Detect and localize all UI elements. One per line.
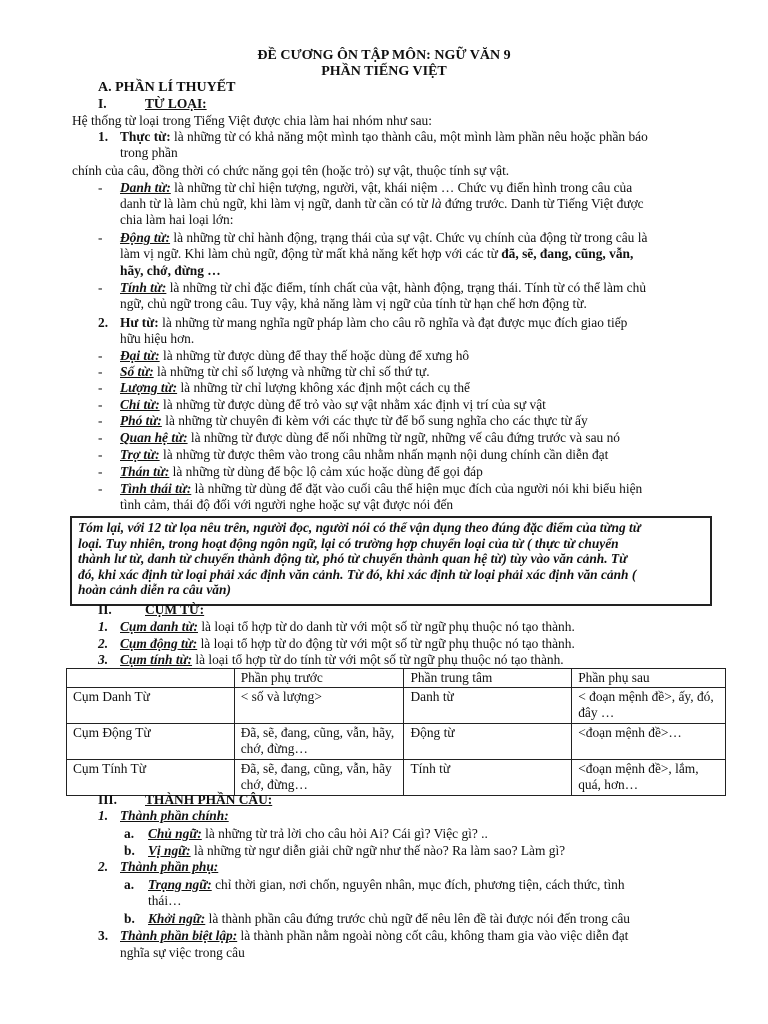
cum-tinh-tu-text: là loại tổ hợp từ do tính từ với một số từ ngữ phụ thuộc nó tạo thành.	[192, 652, 564, 667]
table-cell: Cụm Động Từ	[67, 724, 235, 760]
trang-ngu-letter: a.	[124, 877, 135, 892]
pho-tu-term: Phó từ:	[120, 413, 162, 428]
hu-item-tinh-thai-tu	[120, 481, 642, 497]
thuc-tu-line-3: chính của câu, đồng thời có chức năng gọi tên (hoặc trỏ) sự vật, thuộc tính sự vật.	[72, 163, 510, 178]
thuc-tu-number: 1.	[98, 129, 109, 144]
danh-tu-text: là những từ chỉ hiện tượng, người, vật, khái niệm … Chức vụ điển hình trong câu của	[170, 180, 633, 195]
bullet-dash: -	[98, 413, 103, 428]
bullet-dash: -	[98, 481, 103, 496]
table-row	[67, 724, 726, 760]
than-tu-term: Thán từ:	[120, 464, 170, 479]
chu-ngu-line	[148, 826, 488, 842]
section-1-number: I.	[98, 96, 107, 111]
table-row	[67, 760, 726, 796]
chi-tu-term: Chỉ từ:	[120, 397, 160, 412]
document-title: ĐỀ CƯƠNG ÔN TẬP MÔN: NGỮ VĂN 9	[257, 48, 511, 63]
table-header-cell	[67, 669, 235, 688]
table-cell: Tính từ	[404, 760, 572, 796]
pho-tu-text: là những từ chuyên đi kèm với các thực từ để bổ sung nghĩa cho các thực từ ấy	[161, 413, 588, 428]
danh-tu-term: Danh từ:	[120, 180, 171, 195]
cum-danh-tu-term: Cụm danh từ:	[120, 619, 198, 634]
tinh-tu-line-1	[120, 280, 646, 296]
tinh-thai-tu-term: Tình thái từ:	[120, 481, 192, 496]
section-2-heading: CỤM TỪ:	[145, 602, 205, 617]
hu-tu-line-1	[120, 315, 627, 331]
section-1-heading: TỪ LOẠI:	[145, 96, 207, 111]
hu-item-pho-tu	[120, 413, 588, 429]
bullet-dash: -	[98, 380, 103, 395]
dong-tu-line-1	[120, 230, 647, 246]
khoi-ngu-text: là thành phần câu đứng trước chủ ngữ để nêu lên đề tài được nói đến trong câu	[205, 911, 630, 926]
table-cell: <đoạn mệnh đề>…	[572, 724, 726, 760]
bullet-dash: -	[98, 397, 103, 412]
danh-tu-text-2b: là	[431, 196, 442, 211]
trang-ngu-term: Trạng ngữ:	[148, 877, 212, 892]
tp-biet-lap-text: là thành phần nằm ngoài nòng cốt câu, không tham gia vào việc diễn đạt	[237, 928, 629, 943]
table-header-cell: Phần phụ sau	[572, 669, 726, 688]
danh-tu-line-2	[120, 196, 644, 212]
tinh-thai-tu-cont: tình cảm, thái độ đối với người nghe hoặc sự vật được nói đến	[120, 497, 454, 512]
bullet-dash: -	[98, 430, 103, 445]
table-cell: Danh từ	[404, 688, 572, 724]
luong-tu-term: Lượng từ:	[120, 380, 178, 395]
bullet-dash: -	[98, 464, 103, 479]
hu-tu-text: là những từ mang nghĩa ngữ pháp làm cho câu rõ nghĩa và đạt được mục đích giao tiếp	[158, 315, 628, 330]
table-cell: < số và lượng>	[234, 688, 404, 724]
cum-danh-tu-text: là loại tổ hợp từ do danh từ với một số từ ngữ phụ thuộc nó tạo thành.	[197, 619, 575, 634]
hu-item-quan-he-tu	[120, 430, 620, 446]
chu-ngu-term: Chủ ngữ:	[148, 826, 202, 841]
table-header-row	[67, 669, 726, 688]
quan-he-tu-term: Quan hệ từ:	[120, 430, 188, 445]
chu-ngu-text: là những từ trả lời cho câu hỏi Ai? Cái gì? Việc gì? ..	[201, 826, 488, 841]
quan-he-tu-text: là những từ được dùng để nối những từ ngữ, những vế câu đứng trước và sau nó	[187, 430, 620, 445]
table-cell: Động từ	[404, 724, 572, 760]
dai-tu-text: là những từ được dùng để thay thế hoặc dùng để xưng hô	[159, 348, 470, 363]
hu-item-chi-tu	[120, 397, 546, 413]
table-cell: Đã, sẽ, đang, cũng, vẫn, hãy chớ, đừng…	[234, 760, 404, 796]
trang-ngu-text: chỉ thời gian, nơi chốn, nguyên nhân, mục đích, phương tiện, cách thức, tình	[211, 877, 625, 892]
dong-tu-text: là những từ chỉ hành động, trạng thái của sự vật. Chức vụ chính của động từ trong câu là	[170, 230, 648, 245]
cum-danh-tu-number: 1.	[98, 619, 109, 634]
vi-ngu-term: Vị ngữ:	[148, 843, 191, 858]
summary-box	[70, 516, 712, 606]
cum-dong-tu-number: 2.	[98, 636, 109, 651]
bullet-dash: -	[98, 230, 103, 245]
khoi-ngu-line	[148, 911, 630, 927]
tp-phu-number: 2.	[98, 859, 109, 874]
dong-tu-line-2	[120, 246, 633, 262]
chu-ngu-letter: a.	[124, 826, 135, 841]
tinh-tu-text: là những từ chỉ đặc điểm, tính chất của vật, hành động, trạng thái. Tính từ có thể làm chủ	[166, 280, 647, 295]
danh-tu-text-2c: đứng trước. Danh từ Tiếng Việt được	[441, 196, 644, 211]
tp-biet-lap-number: 3.	[98, 928, 109, 943]
summary-line: đó, khi xác định từ loại phải xác định văn cảnh. Từ đó, khi xác định từ loại phải xác định văn cảnh (	[78, 566, 637, 582]
vi-ngu-text: là những từ ngư diễn giải chữ ngữ như thế nào? Ra làm sao? Làm gì?	[190, 843, 566, 858]
hu-item-dai-tu	[120, 348, 469, 364]
bullet-dash: -	[98, 348, 103, 363]
cum-dong-tu-term: Cụm động từ:	[120, 636, 198, 651]
bullet-dash: -	[98, 447, 103, 462]
bullet-dash: -	[98, 364, 103, 379]
hu-item-than-tu	[120, 464, 483, 480]
dai-tu-term: Đại từ:	[120, 348, 160, 363]
intro-text: Hệ thống từ loại trong Tiếng Việt được chia làm hai nhóm như sau:	[72, 113, 432, 128]
than-tu-text: là những từ dùng để bộc lộ cảm xúc hoặc dùng để gọi đáp	[169, 464, 483, 479]
khoi-ngu-letter: b.	[124, 911, 135, 926]
section-3-number: III.	[98, 792, 117, 807]
tinh-thai-tu-text: là những từ dùng để đặt vào cuối câu thể hiện mục đích của người nói khi biểu hiện	[191, 481, 643, 496]
hu-item-so-tu	[120, 364, 430, 380]
hu-item-tro-tu	[120, 447, 608, 463]
thuc-tu-line-2: trong phần	[120, 145, 178, 160]
cum-dong-tu-line	[120, 636, 575, 652]
chi-tu-text: là những từ được dùng để trỏ vào sự vật nhằm xác định vị trí của sự vật	[159, 397, 546, 412]
section-2-number: II.	[98, 602, 112, 617]
table-header-cell: Phần phụ trước	[234, 669, 404, 688]
danh-tu-line-1	[120, 180, 632, 196]
table-cell: <đoạn mệnh đề>, lắm, quá, hơn…	[572, 760, 726, 796]
cum-tinh-tu-number: 3.	[98, 652, 109, 667]
table-cell: Cụm Danh Từ	[67, 688, 235, 724]
cum-dong-tu-text: là loại tổ hợp từ do động từ với một số từ ngữ phụ thuộc nó tạo thành.	[197, 636, 575, 651]
thuc-tu-line-1	[120, 129, 648, 145]
trang-ngu-line	[148, 877, 625, 893]
so-tu-term: Số từ:	[120, 364, 154, 379]
summary-line: Tóm lại, với 12 từ lọa nêu trên, người đọc, người nói có thể vận dụng theo đúng đặc điểm của từng từ	[78, 520, 641, 535]
summary-line: hoàn cảnh diễn ra câu văn)	[78, 582, 231, 598]
hu-tu-term: Hư từ:	[120, 315, 159, 330]
thuc-tu-text: là những từ có khả năng một mình tạo thành câu, một mình làm phần nêu hoặc phần báo	[170, 129, 648, 144]
table-cell: Đã, sẽ, đang, cũng, vẫn, hãy, chớ, đừng…	[234, 724, 404, 760]
table-row	[67, 688, 726, 724]
table-cell: < đoạn mệnh đề>, ấy, đó, đây …	[572, 688, 726, 724]
bullet-dash: -	[98, 180, 103, 195]
table-cell: Cụm Tính Từ	[67, 760, 235, 796]
cum-tinh-tu-term: Cụm tính từ:	[120, 652, 193, 667]
luong-tu-text: là những từ chỉ lượng không xác định một cách cụ thể	[177, 380, 470, 395]
cum-tu-table	[66, 668, 726, 796]
section-a-heading: A. PHẦN LÍ THUYẾT	[98, 80, 236, 95]
hu-item-luong-tu	[120, 380, 470, 396]
tp-biet-lap-term: Thành phần biệt lập:	[120, 928, 238, 943]
trang-ngu-cont: thái…	[148, 893, 182, 908]
tro-tu-term: Trợ từ:	[120, 447, 160, 462]
section-3-heading: THÀNH PHẦN CÂU:	[145, 792, 273, 807]
tp-biet-lap-line	[120, 928, 628, 944]
vi-ngu-letter: b.	[124, 843, 135, 858]
danh-tu-line-3: chia làm hai loại lớn:	[120, 212, 234, 227]
dong-tu-text-2a: làm vị ngữ. Khi làm chủ ngữ, động từ mất khả năng kết hợp với các từ	[120, 246, 502, 261]
cum-danh-tu-line	[120, 619, 575, 635]
tp-chinh-label: Thành phần chính:	[120, 808, 229, 823]
so-tu-text: là những từ chỉ số lượng và những từ chỉ số thứ tự.	[153, 364, 430, 379]
summary-line: thành lư từ, danh từ chuyển thành động từ, phó từ chuyển thành quan hệ từ) tùy vào văn cảnh. Từ	[78, 551, 628, 567]
summary-line: loại. Tuy nhiên, trong hoạt động ngôn ngữ, lại có trường hợp chuyển loại của từ ( thực từ chuyển	[78, 535, 619, 551]
tinh-tu-term: Tính từ:	[120, 280, 167, 295]
tp-chinh-number: 1.	[98, 808, 109, 823]
table-header-cell: Phần trung tâm	[404, 669, 572, 688]
dong-tu-line-3: hãy, chớ, đừng …	[120, 263, 221, 278]
tro-tu-text: là những từ được thêm vào trong câu nhằm nhấn mạnh nội dung chính cần diễn đạt	[159, 447, 609, 462]
khoi-ngu-term: Khởi ngữ:	[148, 911, 206, 926]
bullet-dash: -	[98, 280, 103, 295]
hu-tu-line-2: hữu hiệu hơn.	[120, 331, 195, 346]
document-subtitle: PHẦN TIẾNG VIỆT	[321, 64, 447, 79]
hu-tu-number: 2.	[98, 315, 109, 330]
tp-phu-label: Thành phần phụ:	[120, 859, 219, 874]
thuc-tu-term: Thực từ:	[120, 129, 171, 144]
dong-tu-term: Động từ:	[120, 230, 171, 245]
cum-tinh-tu-line	[120, 652, 564, 668]
tinh-tu-line-2: ngữ, chủ ngữ trong câu. Tuy vậy, khả năng làm vị ngữ của tính từ hạn chế hơn động từ.	[120, 296, 587, 311]
dong-tu-text-2b: đã, sẽ, đang, cũng, vẫn,	[501, 246, 634, 261]
vi-ngu-line	[148, 843, 565, 859]
danh-tu-text-2a: danh từ là làm chủ ngữ, khi làm vị ngữ, danh từ cần có từ	[120, 196, 432, 211]
tp-biet-lap-cont: nghĩa sự việc trong câu	[120, 945, 245, 960]
